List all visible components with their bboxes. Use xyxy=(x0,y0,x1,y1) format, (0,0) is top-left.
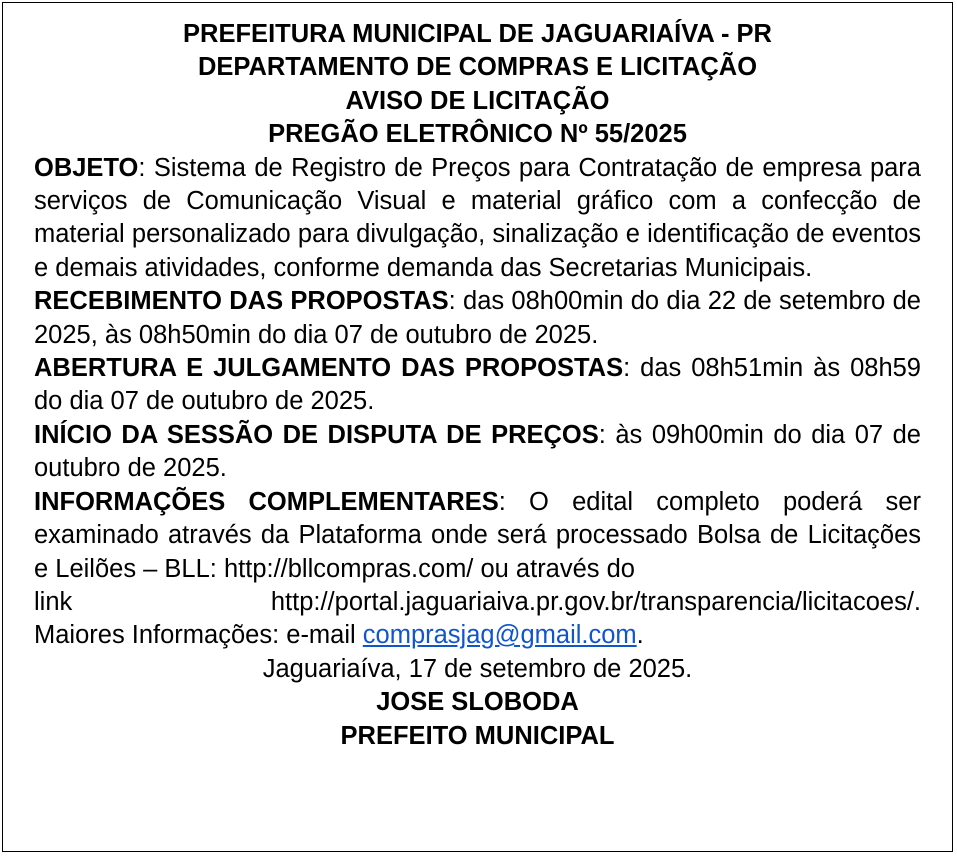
signatory-role: PREFEITO MUNICIPAL xyxy=(340,721,615,750)
place-date: Jaguariaíva, 17 de setembro de 2025. xyxy=(262,654,693,683)
email-suffix: . xyxy=(636,621,644,650)
maiores-informacoes-line xyxy=(34,619,921,652)
inicio-label: INÍCIO DA SESSÃO DE DISPUTA DE PREÇOS xyxy=(34,420,599,449)
header-municipality: PREFEITURA MUNICIPAL DE JAGUARIAÍVA - PR xyxy=(183,20,772,48)
informacoes-text: : O edital completo poderá ser examinado através da Plataforma onde será processado Bolsa de Licitações e Leilões – BLL: http://bllcompras.com/ ou através do xyxy=(34,487,921,583)
inicio-paragraph xyxy=(34,419,921,486)
header-notice-type: AVISO DE LICITAÇÃO xyxy=(345,86,610,115)
header-pregao-number: PREGÃO ELETRÔNICO Nº 55/2025 xyxy=(268,120,687,149)
recebimento-label: RECEBIMENTO DAS PROPOSTAS xyxy=(34,287,449,316)
recebimento-paragraph xyxy=(34,285,921,352)
signatory-name: JOSE SLOBODA xyxy=(376,688,579,717)
informacoes-label: INFORMAÇÕES COMPLEMENTARES xyxy=(34,487,499,516)
abertura-text: : das 08h51min às 08h59 do dia 07 de outubro de 2025. xyxy=(34,354,921,416)
objeto-paragraph xyxy=(34,152,921,286)
notice-content xyxy=(34,18,921,753)
header-department: DEPARTAMENTO DE COMPRAS E LICITAÇÃO xyxy=(197,53,758,82)
informacoes-link-line xyxy=(34,586,921,619)
abertura-paragraph xyxy=(34,352,921,419)
abertura-label: ABERTURA E JULGAMENTO DAS PROPOSTAS xyxy=(34,354,624,383)
objeto-text: : Sistema de Registro de Preços para Contratação de empresa para serviços de Comunicação Visual e material gráfico com a confecção de material personalizado para divulgação, sinalização e identificação de eventos e demais atividades, conforme demanda das Secretarias Municipais. xyxy=(34,153,921,282)
recebimento-text: : das 08h00min do dia 22 de setembro de 2025, às 08h50min do dia 07 de outubro de 2025. xyxy=(34,287,921,349)
portal-url: http://portal.jaguariaiva.pr.gov.br/transparencia/licitacoes/. xyxy=(270,587,921,616)
objeto-label: OBJETO xyxy=(34,153,139,182)
inicio-text: : às 09h00min do dia 07 de outubro de 2025. xyxy=(34,420,921,483)
informacoes-paragraph xyxy=(34,486,921,586)
email-link[interactable]: comprasjag@gmail.com xyxy=(362,621,637,650)
link-word: link xyxy=(34,587,73,616)
maiores-label: Maiores Informações: e-mail xyxy=(34,621,363,650)
